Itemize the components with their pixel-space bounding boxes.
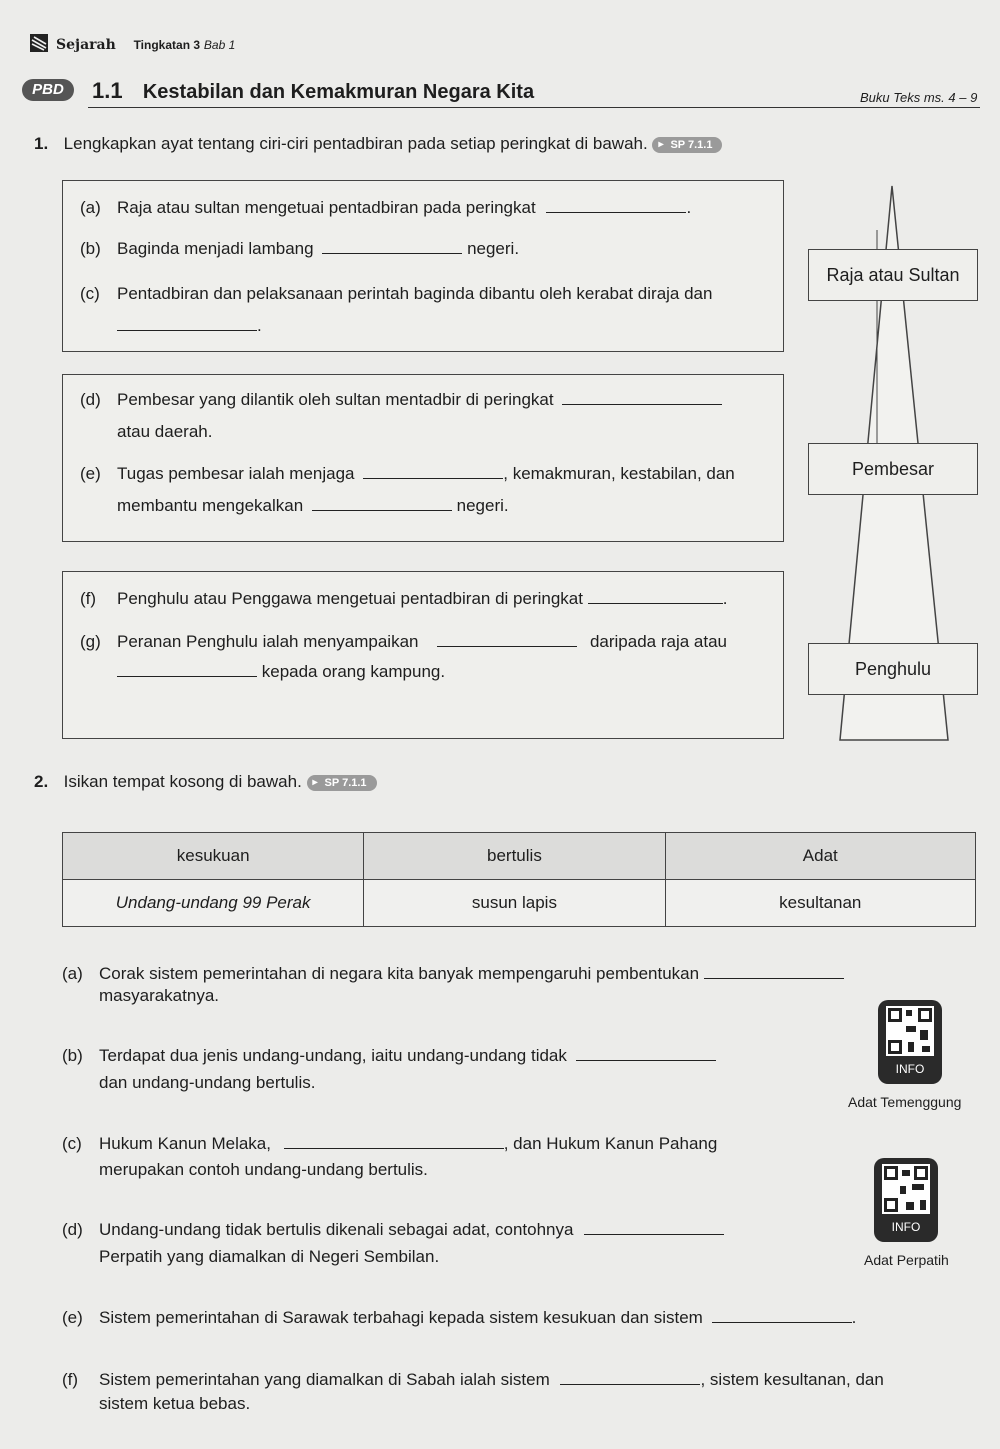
word-bank-table bbox=[62, 832, 976, 927]
item-text: Penghulu atau Penggawa mengetuai pentadbiran di peringkat bbox=[117, 589, 583, 608]
sp-tag: ▸ SP 7.1.1 bbox=[652, 137, 722, 153]
q1-item-g bbox=[80, 630, 780, 654]
section-title: Kestabilan dan Kemakmuran Negara Kita bbox=[142, 81, 535, 103]
q1-heading bbox=[34, 134, 722, 154]
table-cell: susun lapis bbox=[364, 880, 665, 927]
hierarchy-label: Raja atau Sultan bbox=[826, 265, 960, 285]
qr-code-icon[interactable] bbox=[878, 1000, 942, 1084]
q2-instruction: Isikan tempat kosong di bawah. bbox=[63, 772, 302, 791]
item-label: (e) bbox=[80, 464, 101, 483]
item-label: (c) bbox=[80, 284, 100, 303]
table-cell: Adat bbox=[665, 833, 975, 880]
item-text: Pentadbiran dan pelaksanaan perintah baginda dibantu oleh kerabat diraja dan bbox=[117, 284, 713, 303]
table-row bbox=[63, 833, 976, 880]
q1-item-d-line2: atau daerah. bbox=[117, 422, 213, 441]
qr-pattern bbox=[882, 1164, 930, 1214]
qr-caption: Adat Perpatih bbox=[864, 1252, 949, 1268]
answer-blank[interactable] bbox=[584, 1233, 724, 1235]
item-text: Undang-undang tidak bertulis dikenali sebagai adat, contohnya bbox=[99, 1220, 574, 1239]
hierarchy-box-penghulu bbox=[808, 643, 978, 695]
q1-item-c-line2 bbox=[117, 314, 262, 338]
item-end: . bbox=[686, 198, 692, 217]
q1-number: 1. bbox=[34, 134, 49, 153]
sp-tag: ▸ SP 7.1.1 bbox=[307, 775, 377, 791]
item-text: Sistem pemerintahan yang diamalkan di Sabah ialah sistem bbox=[99, 1370, 550, 1389]
qr-caption: Adat Temenggung bbox=[848, 1094, 962, 1110]
hierarchy-label: Pembesar bbox=[851, 459, 935, 479]
item-label: (c) bbox=[62, 1134, 82, 1153]
q2-item-f-line2: sistem ketua bebas. bbox=[99, 1394, 251, 1413]
q1-item-g-line2 bbox=[117, 660, 445, 684]
q2-item-e bbox=[62, 1306, 982, 1330]
q2-heading bbox=[34, 772, 377, 792]
q2-number: 2. bbox=[34, 772, 49, 791]
q1-instruction: Lengkapkan ayat tentang ciri-ciri pentadbiran pada setiap peringkat di bawah. bbox=[63, 134, 648, 153]
q2-item-c-line2: merupakan contoh undang-undang bertulis. bbox=[99, 1160, 428, 1179]
item-text: Sistem pemerintahan di Sarawak terbahagi kepada sistem kesukuan dan sistem bbox=[99, 1308, 703, 1327]
table-cell: Undang-undang 99 Perak bbox=[63, 880, 364, 927]
item-text: daripada raja atau bbox=[589, 632, 727, 651]
item-text: negeri. bbox=[467, 239, 520, 258]
textbook-ref: Buku Teks ms. 4 – 9 bbox=[860, 90, 978, 105]
item-text: Raja atau sultan mengetuai pentadbiran pada peringkat bbox=[117, 198, 536, 217]
header-meta bbox=[56, 36, 235, 53]
q2-item-b-line2: dan undang-undang bertulis. bbox=[99, 1073, 316, 1092]
q2-item-c bbox=[62, 1132, 862, 1156]
item-text: Peranan Penghulu ialah menyampaikan bbox=[117, 632, 419, 651]
item-label: (a) bbox=[80, 198, 101, 217]
item-text: negeri. bbox=[456, 496, 509, 515]
hierarchy-box-pembesar bbox=[808, 443, 978, 495]
item-text: Baginda menjadi lambang bbox=[117, 239, 314, 258]
form-label: Tingkatan 3 bbox=[133, 38, 201, 52]
q2-item-f bbox=[62, 1368, 982, 1392]
item-text: Terdapat dua jenis undang-undang, iaitu undang-undang tidak bbox=[99, 1046, 567, 1065]
item-label: (e) bbox=[62, 1308, 83, 1327]
qr-code-icon[interactable] bbox=[874, 1158, 938, 1242]
q1-item-a bbox=[80, 196, 770, 220]
answer-blank[interactable] bbox=[712, 1321, 852, 1323]
chapter-label: Bab 1 bbox=[203, 38, 236, 52]
item-label: (f) bbox=[80, 589, 97, 608]
item-text: , kemakmuran, kestabilan, dan bbox=[503, 464, 735, 483]
item-label: (f) bbox=[62, 1370, 79, 1389]
answer-blank[interactable] bbox=[284, 1147, 504, 1149]
info-badge: INFO bbox=[891, 1220, 921, 1234]
item-text: Hukum Kanun Melaka, bbox=[99, 1134, 271, 1153]
table-row bbox=[63, 880, 976, 927]
item-end: . bbox=[257, 316, 262, 335]
q1-item-e bbox=[80, 462, 780, 486]
answer-blank[interactable] bbox=[117, 675, 257, 677]
item-end: . bbox=[722, 589, 728, 608]
subject-logo-icon bbox=[30, 34, 48, 52]
q2-item-d-line2: Perpatih yang diamalkan di Negeri Sembilan. bbox=[99, 1247, 440, 1266]
q2-item-a bbox=[62, 962, 982, 986]
item-label: (d) bbox=[80, 390, 101, 409]
answer-blank[interactable] bbox=[576, 1059, 716, 1061]
item-label: (g) bbox=[80, 632, 101, 651]
q1-item-e-line2 bbox=[117, 494, 509, 518]
q1-item-d bbox=[80, 388, 780, 412]
answer-blank[interactable] bbox=[588, 602, 723, 604]
q2-item-a-line2: masyarakatnya. bbox=[99, 986, 219, 1005]
info-badge: INFO bbox=[895, 1062, 925, 1076]
item-label: (b) bbox=[62, 1046, 83, 1065]
item-text: Corak sistem pemerintahan di negara kita banyak mempengaruhi pembentukan bbox=[99, 964, 700, 983]
answer-blank[interactable] bbox=[704, 977, 844, 979]
table-cell: kesukuan bbox=[63, 833, 364, 880]
item-label: (a) bbox=[62, 964, 83, 983]
item-text: Pembesar yang dilantik oleh sultan mentadbir di peringkat bbox=[117, 390, 554, 409]
answer-blank[interactable] bbox=[117, 329, 257, 331]
section-heading bbox=[92, 78, 534, 104]
item-text: , sistem kesultanan, dan bbox=[700, 1370, 884, 1389]
table-cell: bertulis bbox=[364, 833, 665, 880]
q1-item-b bbox=[80, 237, 770, 261]
q1-item-c bbox=[80, 282, 770, 306]
answer-blank[interactable] bbox=[312, 509, 452, 511]
item-text: kepada orang kampung. bbox=[261, 662, 446, 681]
pbd-badge-text: PBD bbox=[32, 81, 64, 98]
subject-label: Sejarah bbox=[56, 37, 116, 53]
item-label: (b) bbox=[80, 239, 101, 258]
answer-blank[interactable] bbox=[437, 645, 577, 647]
item-text: membantu mengekalkan bbox=[117, 496, 304, 515]
table-cell: kesultanan bbox=[665, 880, 975, 927]
qr-pattern bbox=[886, 1006, 934, 1056]
pbd-badge bbox=[22, 79, 74, 101]
answer-blank[interactable] bbox=[363, 477, 503, 479]
q2-item-d bbox=[62, 1218, 862, 1242]
answer-blank[interactable] bbox=[562, 403, 722, 405]
q1-item-f bbox=[80, 587, 780, 611]
item-end: . bbox=[851, 1308, 857, 1327]
answer-blank[interactable] bbox=[322, 252, 462, 254]
q2-item-b bbox=[62, 1044, 862, 1068]
item-label: (d) bbox=[62, 1220, 83, 1239]
item-text: Tugas pembesar ialah menjaga bbox=[117, 464, 355, 483]
hierarchy-box-raja bbox=[808, 249, 978, 301]
header-divider bbox=[88, 107, 980, 108]
answer-blank[interactable] bbox=[546, 211, 686, 213]
answer-blank[interactable] bbox=[560, 1383, 700, 1385]
hierarchy-label: Penghulu bbox=[854, 659, 932, 679]
section-number: 1.1 bbox=[92, 78, 123, 103]
item-text: , dan Hukum Kanun Pahang bbox=[503, 1134, 718, 1153]
